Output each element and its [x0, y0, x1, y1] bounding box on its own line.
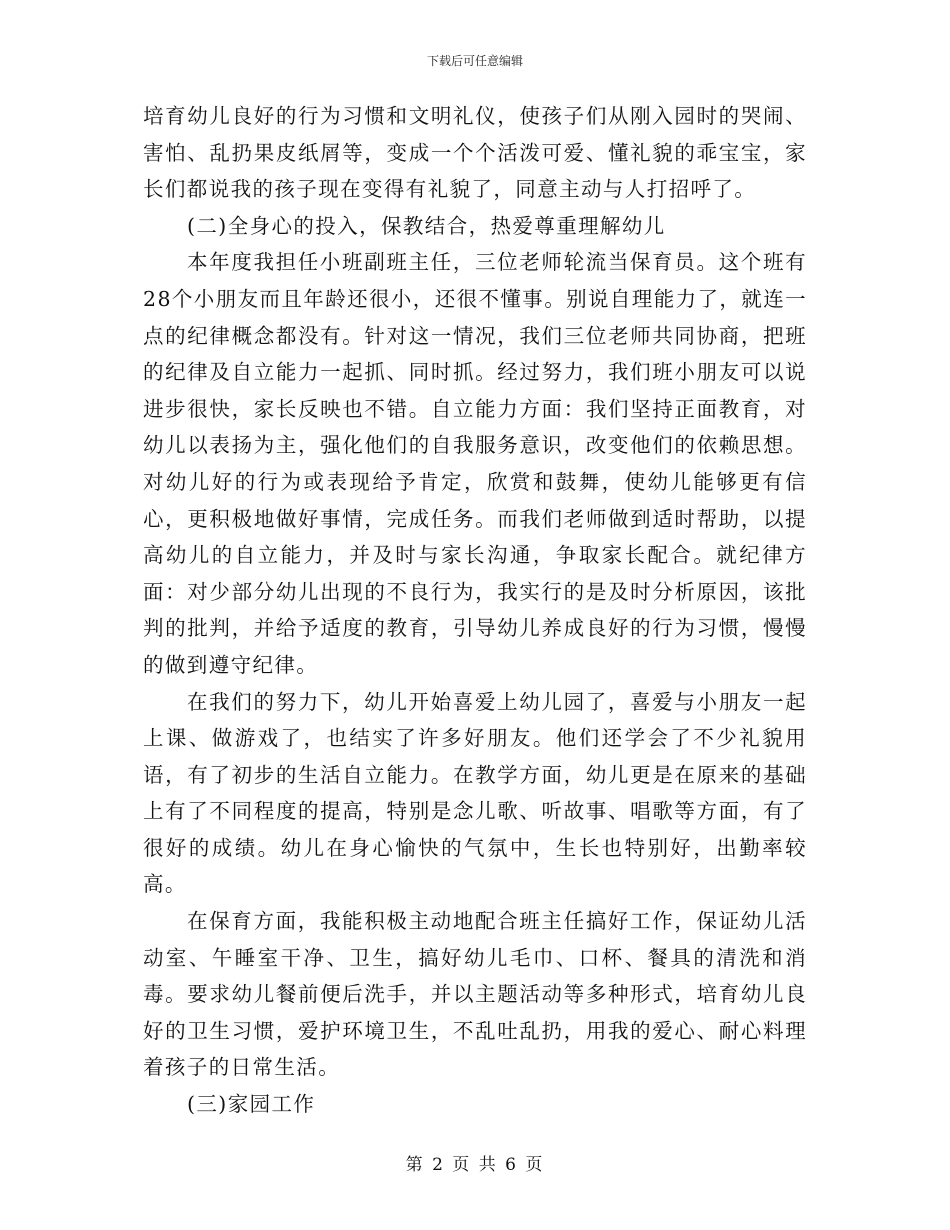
paragraph-class-management: 本年度我担任小班副班主任，三位老师轮流当保育员。这个班有28个小朋友而且年龄还很小，还很不懂事。别说自理能力了，就连一点的纪律概念都没有。针对这一情况，我们三位老师共同协商，把班的纪律及自立能力一起抓、同时抓。经过努力，我们班小朋友可以说进步很快，家长反映也不错。自立能力方面：我们坚持正面教育，对幼儿以表扬为主，强化他们的自我服务意识，改变他们的依赖思想。对幼儿好的行为或表现给予肯定，欣赏和鼓舞，使幼儿能够更有信心，更积极地做好事情，完成任务。而我们老师做到适时帮助，以提高幼儿的自立能力，并及时与家长沟通，争取家长配合。就纪律方面：对少部分幼儿出现的不良行为，我实行的是及时分析原因，该批判的批判，并给予适度的教育，引导幼儿养成良好的行为习惯，慢慢的做到遵守纪律。 [143, 250, 807, 677]
document-body [143, 98, 807, 1123]
paragraph-continuation: 培育幼儿良好的行为习惯和文明礼仪，使孩子们从刚入园时的哭闹、害怕、乱扔果皮纸屑等，变成一个个活泼可爱、懂礼貌的乖宝宝，家长们都说我的孩子现在变得有礼貌了，同意主动与人打招呼了。 [143, 104, 807, 202]
paragraph-childcare: 在保育方面，我能积极主动地配合班主任搞好工作，保证幼儿活动室、午睡室干净、卫生，搞好幼儿毛巾、口杯、餐具的清洗和消毒。要求幼儿餐前便后洗手，并以主题活动等多种形式，培育幼儿良好的卫生习惯，爱护环境卫生，不乱吐乱扔，用我的爱心、耐心料理着孩子的日常生活。 [143, 909, 807, 1080]
section-heading-3: (三)家园工作 [187, 1092, 316, 1117]
paragraph-results: 在我们的努力下，幼儿开始喜爱上幼儿园了，喜爱与小朋友一起上课、做游戏了，也结实了许多好朋友。他们还学会了不少礼貌用语，有了初步的生活自立能力。在教学方面，幼儿更是在原来的基础上有了不同程度的提高，特别是念儿歌、听故事、唱歌等方面，有了很好的成绩。幼儿在身心愉快的气氛中，生长也特别好，出勤率较高。 [143, 689, 807, 897]
page-header-note: 下载后可任意编辑 [426, 54, 523, 68]
page-number: 第 2 页 共 6 页 [405, 1155, 545, 1175]
section-heading-2: (二)全身心的投入，保教结合，热爱尊重理解幼儿 [187, 213, 666, 238]
